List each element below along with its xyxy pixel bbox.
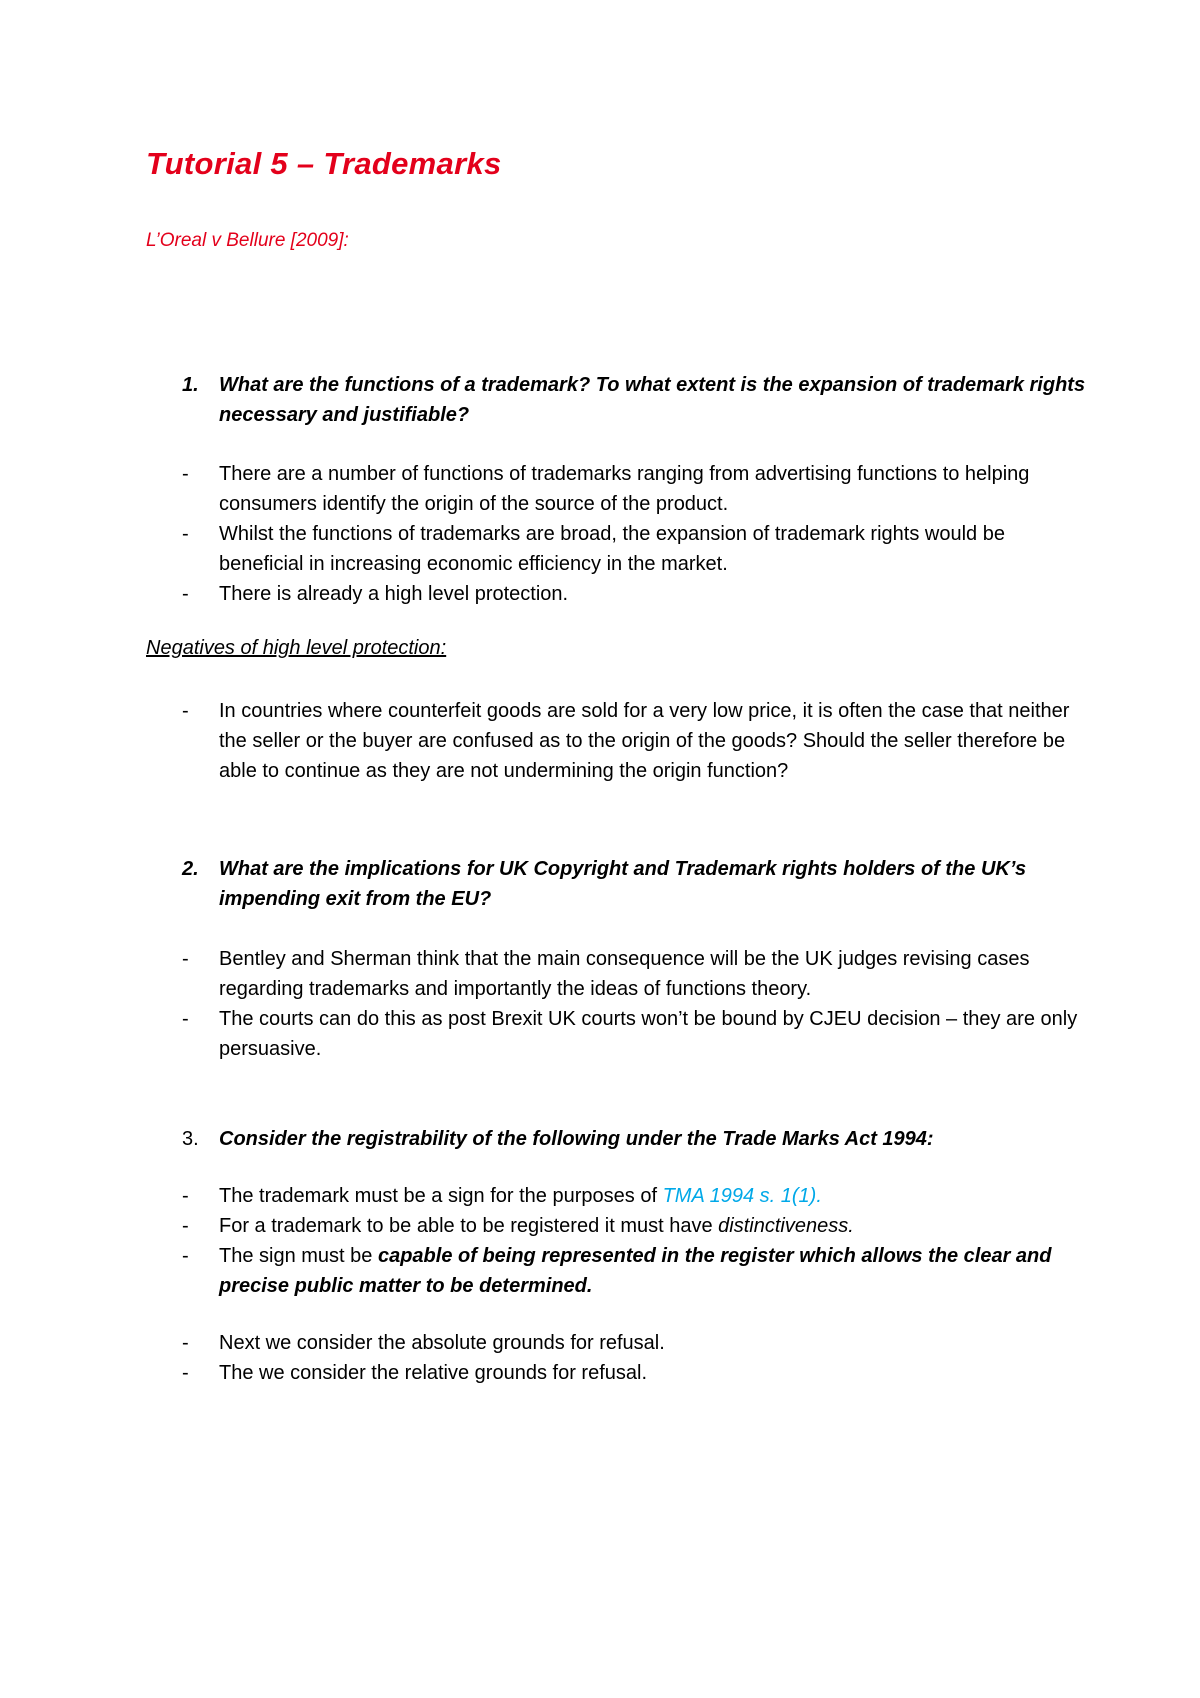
question-3-answers-continued xyxy=(146,1328,1086,1388)
bullet-dash: - xyxy=(182,1362,189,1384)
question-1 xyxy=(146,370,1086,430)
list-item-text: The sign must be xyxy=(219,1245,378,1267)
list-item-text: The we consider the relative grounds for refusal. xyxy=(219,1362,647,1384)
list-item xyxy=(146,1181,1086,1211)
question-2-answers xyxy=(146,944,1086,1064)
list-item xyxy=(146,1358,1086,1388)
statute-citation: TMA 1994 s. 1(1). xyxy=(662,1185,822,1207)
question-1-row xyxy=(146,370,1086,430)
list-item-text: Next we consider the absolute grounds for refusal. xyxy=(219,1332,665,1354)
question-text: What are the functions of a trademark? To what extent is the expansion of trademark rights necessary and justifiable? xyxy=(219,374,1086,426)
question-3-row xyxy=(146,1124,1086,1154)
bullet-dash: - xyxy=(182,1185,189,1207)
list-item xyxy=(146,696,1086,786)
question-2-row xyxy=(146,854,1086,914)
list-item xyxy=(146,519,1086,579)
negatives-list xyxy=(146,696,1086,786)
list-item xyxy=(146,944,1086,1004)
negatives-heading: Negatives of high level protection: xyxy=(146,637,447,659)
list-item-text: For a trademark to be able to be registered it must have xyxy=(219,1215,719,1237)
bullet-dash: - xyxy=(182,463,189,485)
list-item xyxy=(146,459,1086,519)
list-item xyxy=(146,579,1086,609)
bullet-dash: - xyxy=(182,1215,189,1237)
list-item xyxy=(146,1211,1086,1241)
list-item xyxy=(146,1241,1086,1301)
question-text: Consider the registrability of the following under the Trade Marks Act 1994: xyxy=(219,1128,934,1150)
page-title: Tutorial 5 – Trademarks xyxy=(146,146,502,181)
emphasis-text: capable of being represented in the register which allows the clear and precise public matter to be determined. xyxy=(219,1245,1052,1297)
question-number: 3. xyxy=(182,1128,199,1150)
emphasis-text: distinctiveness. xyxy=(718,1215,854,1237)
question-1-answers xyxy=(146,459,1086,609)
bullet-dash: - xyxy=(182,523,189,545)
question-3 xyxy=(146,1124,1086,1154)
list-item-text: Bentley and Sherman think that the main consequence will be the UK judges revising cases regarding trademarks and importantly the ideas of functions theory. xyxy=(219,948,1030,1000)
bullet-dash: - xyxy=(182,700,189,722)
list-item-text: The trademark must be a sign for the purposes of xyxy=(219,1185,663,1207)
question-number: 1. xyxy=(182,374,199,396)
bullet-dash: - xyxy=(182,1008,189,1030)
bullet-dash: - xyxy=(182,1332,189,1354)
list-item xyxy=(146,1328,1086,1358)
bullet-dash: - xyxy=(182,948,189,970)
list-item-text: There is already a high level protection. xyxy=(219,583,569,605)
list-item-text: There are a number of functions of trademarks ranging from advertising functions to helping consumers identify the origin of the source of the product. xyxy=(219,463,1030,515)
bullet-dash: - xyxy=(182,1245,189,1267)
question-number: 2. xyxy=(182,858,199,880)
list-item-text: The courts can do this as post Brexit UK courts won’t be bound by CJEU decision – they are only persuasive. xyxy=(219,1008,1078,1060)
list-item xyxy=(146,1004,1086,1064)
case-heading: L’Oreal v Bellure [2009]: xyxy=(146,230,349,251)
list-item-text: Whilst the functions of trademarks are broad, the expansion of trademark rights would be beneficial in increasing economic efficiency in the market. xyxy=(219,523,1005,575)
question-3-answers xyxy=(146,1181,1086,1301)
list-item-text: In countries where counterfeit goods are sold for a very low price, it is often the case that neither the seller or the buyer are confused as to the origin of the goods? Should the seller therefore be able to continue as they are not undermining the origin function? xyxy=(219,700,1070,782)
bullet-dash: - xyxy=(182,583,189,605)
question-text: What are the implications for UK Copyright and Trademark rights holders of the UK’s impending exit from the EU? xyxy=(219,858,1027,910)
question-2 xyxy=(146,854,1086,914)
